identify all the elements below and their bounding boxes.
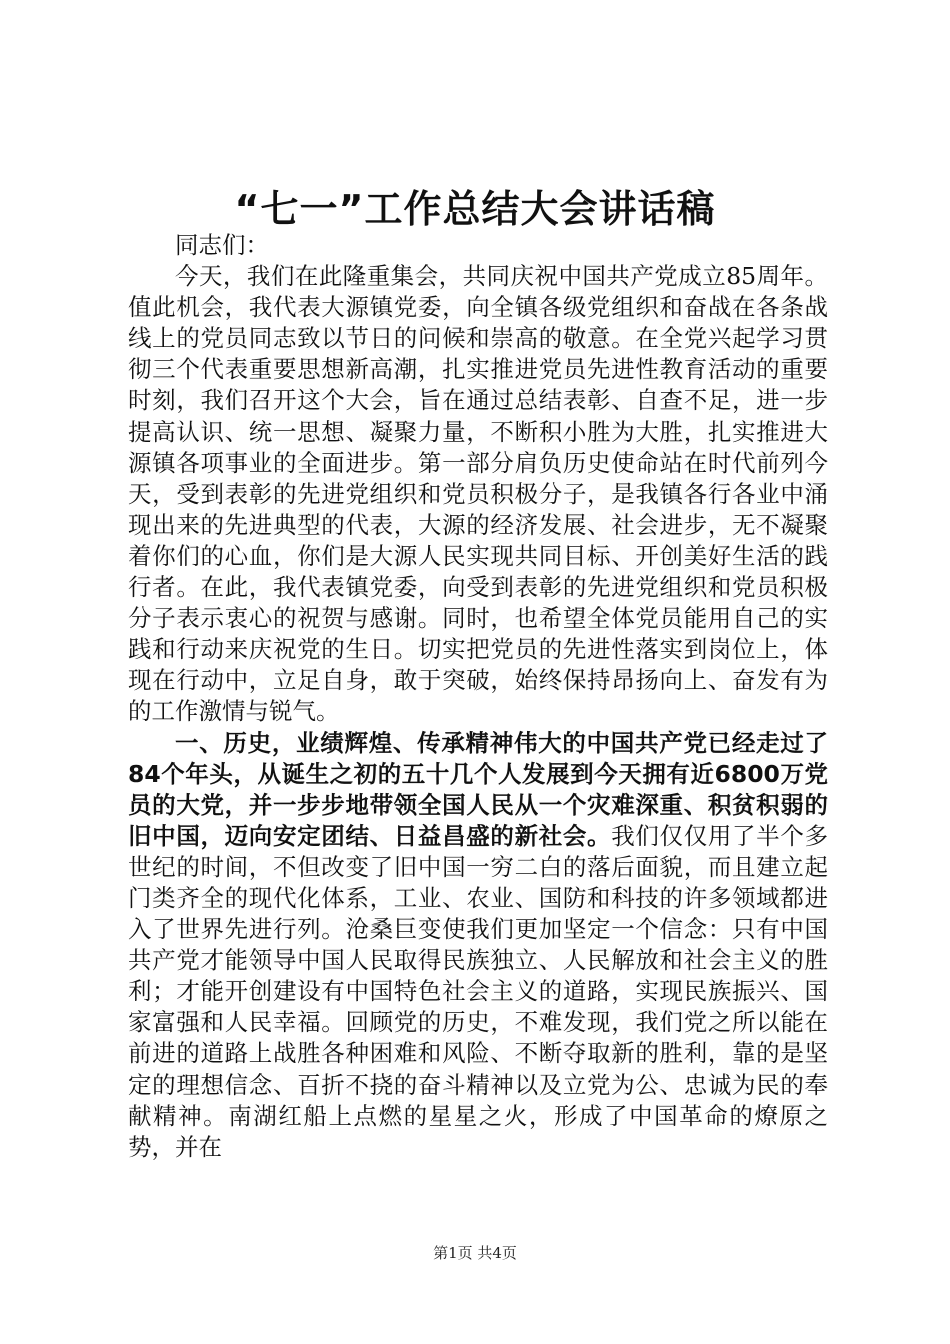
paragraph-intro: 今天，我们在此隆重集会，共同庆祝中国共产党成立85周年。值此机会，我代表大源镇党委，向全镇各级党组织和奋战在各条战线上的党员同志致以节日的问候和崇高的敬意。在全党兴起学习贯彻三个代表重要思想新高潮，扎实推进党员先进性教育活动的重要时刻，我们召开这个大会，旨在通过总结表彰、自查不足，进一步提高认识、统一思想、凝聚力量，不断积小胜为大胜，扎实推进大源镇各项事业的全面进步。第一部分肩负历史使命站在时代前列今天，受到表彰的先进党组织和党员积极分子，是我镇各行各业中涌现出来的先进典型的代表，大源的经济发展、社会进步，无不凝聚着你们的心血，你们是大源人民实现共同目标、开创美好生活的践行者。在此，我代表镇党委，向受到表彰的先进党组织和党员积极分子表示衷心的祝贺与感谢。同时，也希望全体党员能用自己的实践和行动来庆祝党的生日。切实把党员的先进性落实到岗位上，体现在行动中，立足自身，敢于突破，始终保持昂扬向上、奋发有为的工作激情与锐气。 [128, 262, 828, 726]
document-title: “七一”工作总结大会讲话稿 [234, 187, 716, 231]
paragraph-history [128, 728, 828, 1163]
salutation: 同志们： [175, 231, 269, 259]
page-footer: 第1页 共4页 [433, 1244, 517, 1262]
document-body [128, 230, 828, 1163]
section-heading-history: 一、历史，业绩辉煌、传承精神伟大的中国共产党已经走过了84个年头，从诞生之初的五十几个人发展到今天拥有近6800万党员的大党，并一步步地带领全国人民从一个灾难深重、积贫积弱的旧中国，迈向安定团结、日益昌盛的新社会。 [128, 728, 828, 850]
paragraph-history-text: 我们仅仅用了半个多世纪的时间，不但改变了旧中国一穷二白的落后面貌，而且建立起门类齐全的现代化体系，工业、农业、国防和科技的许多领域都进入了世界先进行列。沧桑巨变使我们更加坚定一个信念：只有中国共产党才能领导中国人民取得民族独立、人民解放和社会主义的胜利；才能开创建设有中国特色社会主义的道路，实现民族振兴、国家富强和人民幸福。回顾党的历史，不难发现，我们党之所以能在前进的道路上战胜各种困难和风险、不断夺取新的胜利，靠的是坚定的理想信念、百折不挠的奋斗精神以及立党为公、忠诚为民的奉献精神。南湖红船上点燃的星星之火，形成了中国革命的燎原之势，并在 [128, 821, 829, 1161]
